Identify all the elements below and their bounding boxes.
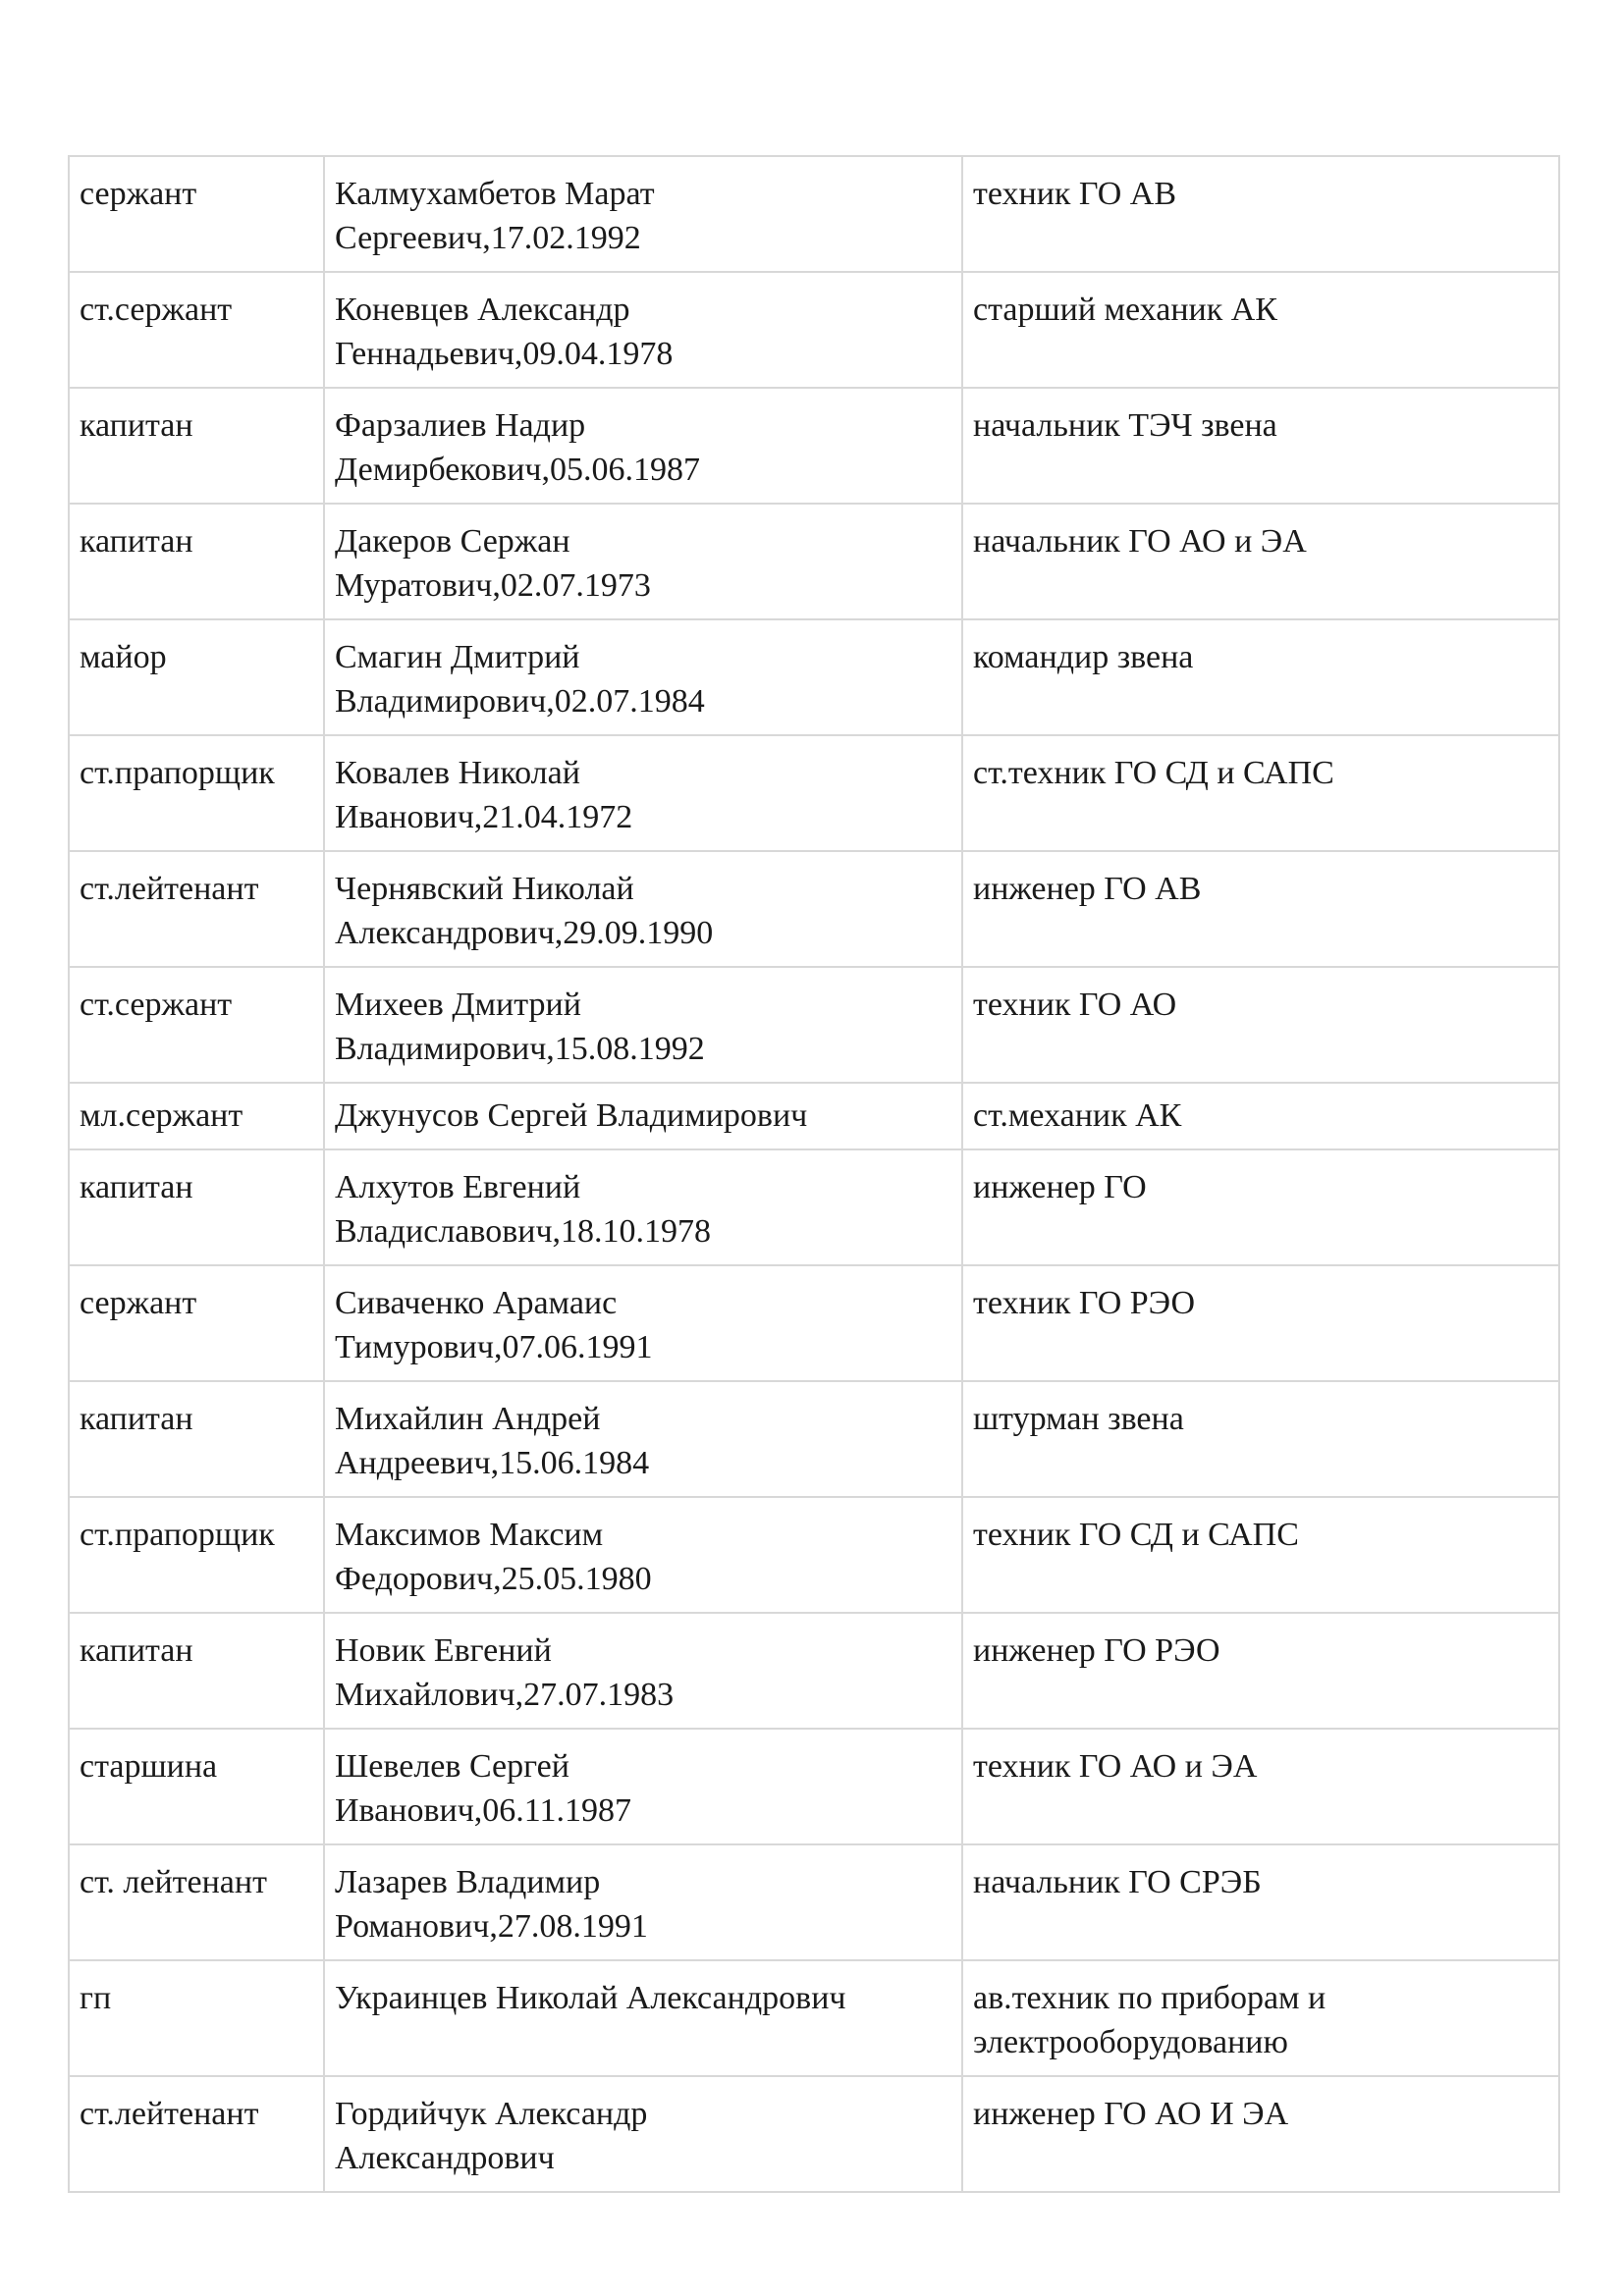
position-cell: техник ГО АО bbox=[962, 967, 1559, 1083]
position-cell: ст.техник ГО СД и САПС bbox=[962, 735, 1559, 851]
rank-cell: ст.лейтенант bbox=[69, 2076, 324, 2192]
position-cell: начальник ТЭЧ звена bbox=[962, 388, 1559, 504]
name-cell: Алхутов Евгений Владиславович,18.10.1978 bbox=[324, 1149, 962, 1265]
table-row bbox=[69, 1381, 1559, 1497]
table-row bbox=[69, 1960, 1559, 2076]
name-cell: Гордийчук Александр Александрович bbox=[324, 2076, 962, 2192]
position-cell: старший механик АК bbox=[962, 272, 1559, 388]
name-cell: Калмухамбетов Марат Сергеевич,17.02.1992 bbox=[324, 156, 962, 272]
table-row bbox=[69, 1729, 1559, 1844]
rank-cell: ст.сержант bbox=[69, 272, 324, 388]
position-cell: штурман звена bbox=[962, 1381, 1559, 1497]
name-cell: Шевелев Сергей Иванович,06.11.1987 bbox=[324, 1729, 962, 1844]
position-cell: инженер ГО АВ bbox=[962, 851, 1559, 967]
rank-cell: мл.сержант bbox=[69, 1083, 324, 1149]
table-row bbox=[69, 1083, 1559, 1149]
table-row bbox=[69, 1149, 1559, 1265]
table-row bbox=[69, 156, 1559, 272]
rank-cell: капитан bbox=[69, 504, 324, 619]
table-row bbox=[69, 1265, 1559, 1381]
table-row bbox=[69, 735, 1559, 851]
rank-cell: гп bbox=[69, 1960, 324, 2076]
name-cell: Михайлин Андрей Андреевич,15.06.1984 bbox=[324, 1381, 962, 1497]
rank-cell: майор bbox=[69, 619, 324, 735]
name-cell: Ковалев Николай Иванович,21.04.1972 bbox=[324, 735, 962, 851]
name-cell: Украинцев Николай Александрович bbox=[324, 1960, 962, 2076]
name-cell: Чернявский Николай Александрович,29.09.1990 bbox=[324, 851, 962, 967]
position-cell: техник ГО РЭО bbox=[962, 1265, 1559, 1381]
name-cell: Коневцев Александр Геннадьевич,09.04.1978 bbox=[324, 272, 962, 388]
name-cell: Фарзалиев Надир Демирбекович,05.06.1987 bbox=[324, 388, 962, 504]
rank-cell: капитан bbox=[69, 1149, 324, 1265]
table-row bbox=[69, 272, 1559, 388]
table-row bbox=[69, 1613, 1559, 1729]
rank-cell: ст.прапорщик bbox=[69, 1497, 324, 1613]
rank-cell: ст.сержант bbox=[69, 967, 324, 1083]
name-cell: Максимов Максим Федорович,25.05.1980 bbox=[324, 1497, 962, 1613]
rank-cell: капитан bbox=[69, 388, 324, 504]
personnel-table-body bbox=[69, 156, 1559, 2192]
position-cell: ав.техник по приборам и электрооборудованию bbox=[962, 1960, 1559, 2076]
position-cell: техник ГО АВ bbox=[962, 156, 1559, 272]
table-row bbox=[69, 1844, 1559, 1960]
position-cell: техник ГО АО и ЭА bbox=[962, 1729, 1559, 1844]
position-cell: начальник ГО АО и ЭА bbox=[962, 504, 1559, 619]
rank-cell: капитан bbox=[69, 1381, 324, 1497]
position-cell: техник ГО СД и САПС bbox=[962, 1497, 1559, 1613]
table-row bbox=[69, 851, 1559, 967]
table-row bbox=[69, 967, 1559, 1083]
rank-cell: старшина bbox=[69, 1729, 324, 1844]
table-row bbox=[69, 1497, 1559, 1613]
rank-cell: ст. лейтенант bbox=[69, 1844, 324, 1960]
table-row bbox=[69, 2076, 1559, 2192]
name-cell: Лазарев Владимир Романович,27.08.1991 bbox=[324, 1844, 962, 1960]
rank-cell: сержант bbox=[69, 1265, 324, 1381]
table-row bbox=[69, 388, 1559, 504]
rank-cell: сержант bbox=[69, 156, 324, 272]
name-cell: Новик Евгений Михайлович,27.07.1983 bbox=[324, 1613, 962, 1729]
rank-cell: ст.лейтенант bbox=[69, 851, 324, 967]
rank-cell: ст.прапорщик bbox=[69, 735, 324, 851]
rank-cell: капитан bbox=[69, 1613, 324, 1729]
name-cell: Дакеров Сержан Муратович,02.07.1973 bbox=[324, 504, 962, 619]
name-cell: Сиваченко Арамаис Тимурович,07.06.1991 bbox=[324, 1265, 962, 1381]
personnel-table bbox=[68, 155, 1560, 2193]
table-row bbox=[69, 504, 1559, 619]
position-cell: инженер ГО РЭО bbox=[962, 1613, 1559, 1729]
position-cell: инженер ГО bbox=[962, 1149, 1559, 1265]
position-cell: инженер ГО АО И ЭА bbox=[962, 2076, 1559, 2192]
position-cell: командир звена bbox=[962, 619, 1559, 735]
position-cell: ст.механик АК bbox=[962, 1083, 1559, 1149]
position-cell: начальник ГО СРЭБ bbox=[962, 1844, 1559, 1960]
name-cell: Смагин Дмитрий Владимирович,02.07.1984 bbox=[324, 619, 962, 735]
document-page bbox=[68, 155, 1558, 2193]
name-cell: Михеев Дмитрий Владимирович,15.08.1992 bbox=[324, 967, 962, 1083]
name-cell: Джунусов Сергей Владимирович bbox=[324, 1083, 962, 1149]
table-row bbox=[69, 619, 1559, 735]
